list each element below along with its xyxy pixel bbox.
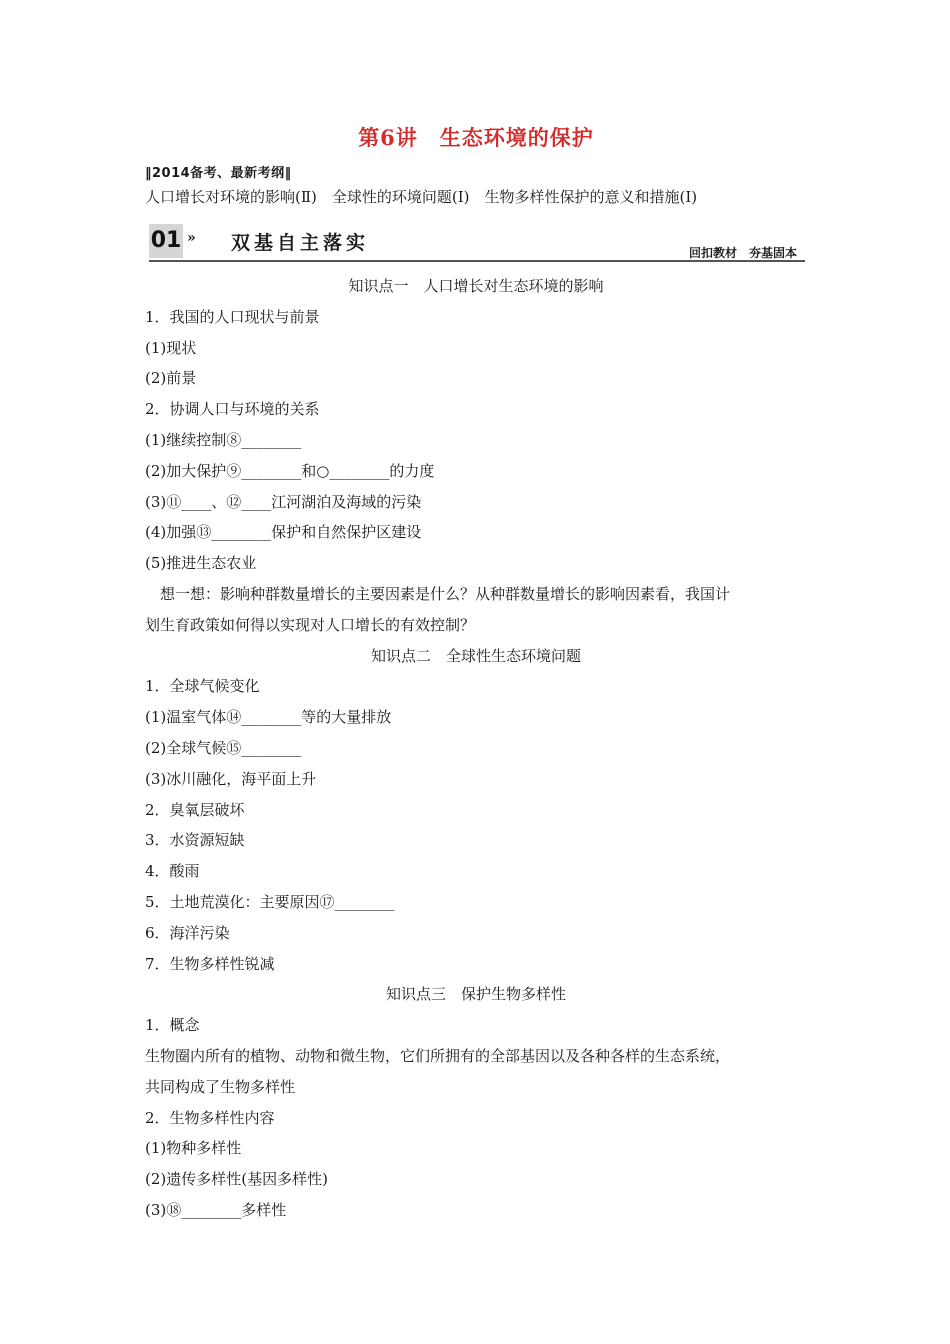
text-line: 生物圈内所有的植物、动物和微生物，它们所拥有的全部基因以及各种各样的生态系统， [145,1046,731,1065]
text-line: (2)遗传多样性(基因多样性) [145,1170,328,1189]
fill-blank-line: (2)全球气候⑮________ [145,738,302,757]
fill-blank-line: (1)温室气体⑭________等的大量排放 [145,708,392,727]
fill-blank-line: (3)⑱________多样性 [145,1200,287,1219]
text-line: 4．酸雨 [145,862,200,881]
text-line: 1．我国的人口现状与前景 [145,307,320,326]
page-title: 第6讲 生态环境的保护 [358,125,594,150]
knowledge-heading-2: 知识点二 全球性生态环境问题 [370,646,581,665]
section-divider [149,260,805,262]
text-line: 6．海洋污染 [145,923,230,942]
text-line: (5)推进生态农业 [145,554,257,573]
chevron-right-icon: » [187,230,196,246]
fill-blank-line: (3)⑪____、⑫____江河湖泊及海域的污染 [145,492,422,511]
text-line: 2．生物多样性内容 [145,1108,275,1127]
text-line: 共同构成了生物多样性 [145,1077,296,1096]
section-subtitle: 回扣教材 夯基固本 [688,246,797,260]
knowledge-heading-3: 知识点三 保护生物多样性 [385,985,566,1004]
knowledge-heading-1: 知识点一 人口增长对生态环境的影响 [348,277,604,295]
outline-label: ‖2014备考、最新考纲‖ [145,166,292,181]
text-line: (2)前景 [145,369,197,388]
text-line: (1)物种多样性 [145,1139,242,1158]
section-title: 双基自主落实 [231,232,370,254]
think-question: 想一想：影响种群数量增长的主要因素是什么？从种群数量增长的影响因素看，我国计 [160,584,731,603]
body-text [145,271,807,1226]
section-number: 01 [149,224,183,258]
text-line: 7．生物多样性锐减 [145,954,275,973]
text-line: 2．协调人口与环境的关系 [145,400,320,419]
text-line: 1．全球气候变化 [145,677,260,696]
text-line: 3．水资源短缺 [145,831,245,850]
think-question-continued: 划生育政策如何得以实现对人口增长的有效控制？ [145,615,476,634]
text-line: (1)现状 [145,338,197,357]
fill-blank-line: 5．土地荒漠化：主要原因⑰________ [145,892,395,911]
text-line: (3)冰川融化，海平面上升 [145,769,317,788]
fill-blank-line: (4)加强⑬________保护和自然保护区建设 [145,523,422,542]
outline-text: 人口增长对环境的影响(Ⅱ) 全球性的环境问题(Ⅰ) 生物多样性保护的意义和措施(Ⅰ) [145,188,698,206]
section-header [145,224,807,264]
text-line: 1．概念 [145,1016,200,1035]
text-line: 2．臭氧层破坏 [145,800,245,819]
fill-blank-line: (2)加大保护⑨________和○________的力度 [145,461,435,480]
fill-blank-line: (1)继续控制⑧________ [145,430,302,449]
